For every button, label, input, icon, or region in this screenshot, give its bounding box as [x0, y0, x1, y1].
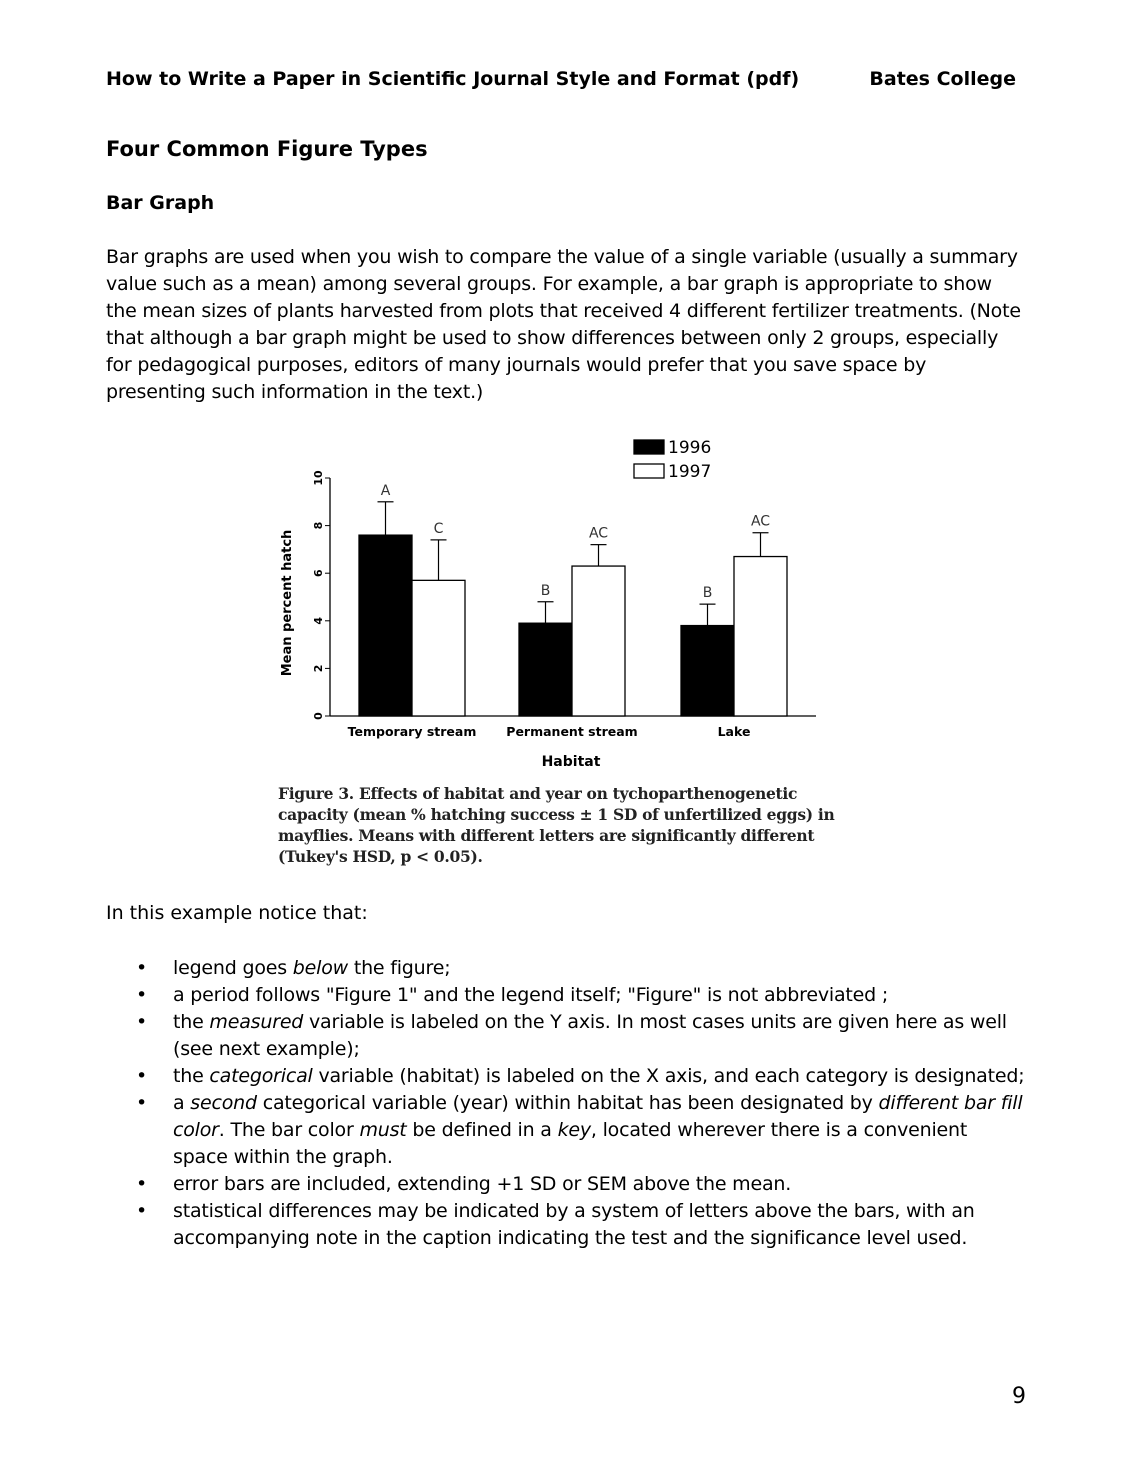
y-axis-label: Mean percent hatch: [280, 529, 295, 677]
bar: [681, 626, 734, 716]
list-item-text: statistical differences may be indicated by a system of letters above the bars, with an accompanying note in the caption indicating the test and the significance level used.: [173, 1200, 975, 1249]
bar: [412, 580, 465, 716]
significance-letter: B: [702, 585, 713, 602]
x-tick-label: Lake: [717, 724, 751, 739]
legend-swatch: [634, 440, 664, 454]
list-item: [136, 955, 1026, 982]
legend-label: 1996: [668, 438, 712, 458]
y-tick-label: 10: [312, 470, 325, 486]
page-number: 9: [1012, 1384, 1026, 1409]
emphasis-text: second: [190, 1092, 257, 1114]
section-title: Four Common Figure Types: [106, 137, 428, 161]
y-tick-label: 6: [312, 569, 325, 578]
significance-letter: B: [540, 582, 551, 599]
bar: [572, 566, 625, 716]
x-tick-label: Permanent stream: [506, 724, 638, 739]
legend-swatch: [634, 464, 664, 478]
legend-label: 1997: [668, 462, 712, 482]
emphasis-text: measured: [209, 1011, 304, 1033]
list-item-text: a period follows "Figure 1" and the legend itself; "Figure" is not abbreviated ;: [173, 984, 889, 1006]
bar-chart: [270, 432, 830, 777]
list-item: [136, 1063, 1026, 1090]
bar: [519, 623, 572, 716]
emphasis-text: below: [292, 957, 348, 979]
emphasis-text: key: [557, 1119, 591, 1141]
significance-letter: A: [380, 482, 391, 499]
emphasis-text: different bar fill color: [173, 1092, 1023, 1141]
list-item-text: error bars are included, extending +1 SD or SEM above the mean.: [173, 1173, 792, 1195]
list-item: [136, 1171, 1026, 1198]
significance-letter: AC: [588, 525, 609, 542]
significance-letter: AC: [750, 513, 771, 530]
x-axis-label: Habitat: [541, 754, 601, 770]
list-item: [136, 1090, 1026, 1171]
emphasis-text: categorical: [209, 1065, 313, 1087]
figure-caption: Figure 3. Effects of habitat and year on tychoparthenogenetic capacity (mean % hatching success ± 1 SD of unfertilized eggs) in mayflies. Means with different letters are significantly different (Tukey's HSD, p < 0.05).: [278, 784, 835, 866]
list-item-text: . The bar color: [218, 1119, 360, 1141]
running-header-title: How to Write a Paper in Scientific Journal Style and Format (pdf): [106, 68, 800, 90]
list-item-text: a: [173, 1092, 191, 1114]
bar: [359, 535, 412, 716]
y-tick-label: 0: [312, 712, 325, 720]
notice-list: [136, 955, 1026, 1252]
y-tick-label: 8: [312, 521, 325, 530]
subsection-title: Bar Graph: [106, 192, 215, 214]
y-tick-label: 2: [312, 664, 325, 673]
list-item-text: variable is labeled on the Y axis. In most cases units are given here as well (see next example);: [173, 1011, 1007, 1060]
list-item-text: variable (habitat) is labeled on the X axis, and each category is designated;: [312, 1065, 1025, 1087]
list-item-text: legend goes: [173, 957, 293, 979]
bar: [734, 557, 787, 716]
list-item: [136, 982, 1026, 1009]
intro-paragraph: Bar graphs are used when you wish to compare the value of a single variable (usually a summary value such as a mean) among several groups. For example, a bar graph is appropriate to show the mean sizes of plants harvested from plots that received 4 different fertilizer treatments. (Note that although a bar graph might be used to show differences between only 2 groups, especially for pedagogical purposes, editors of many journals would prefer that you save space by presenting such information in the text.): [106, 246, 1021, 403]
list-item-text: categorical variable (year) within habitat has been designated by: [256, 1092, 879, 1114]
y-tick-label: 4: [312, 616, 325, 625]
list-item-text: the: [173, 1011, 210, 1033]
list-item-text: the figure;: [347, 957, 451, 979]
emphasis-text: must: [359, 1119, 407, 1141]
running-header-institution: Bates College: [869, 68, 1016, 90]
notice-paragraph: In this example notice that:: [106, 902, 368, 924]
significance-letter: C: [433, 520, 444, 537]
list-item: [136, 1009, 1026, 1063]
list-item-text: , located wherever there is a convenient space within the graph.: [173, 1119, 968, 1168]
list-item-text: the: [173, 1065, 210, 1087]
list-item-text: be defined in a: [406, 1119, 558, 1141]
x-tick-label: Temporary stream: [347, 724, 477, 739]
list-item: [136, 1198, 1026, 1252]
